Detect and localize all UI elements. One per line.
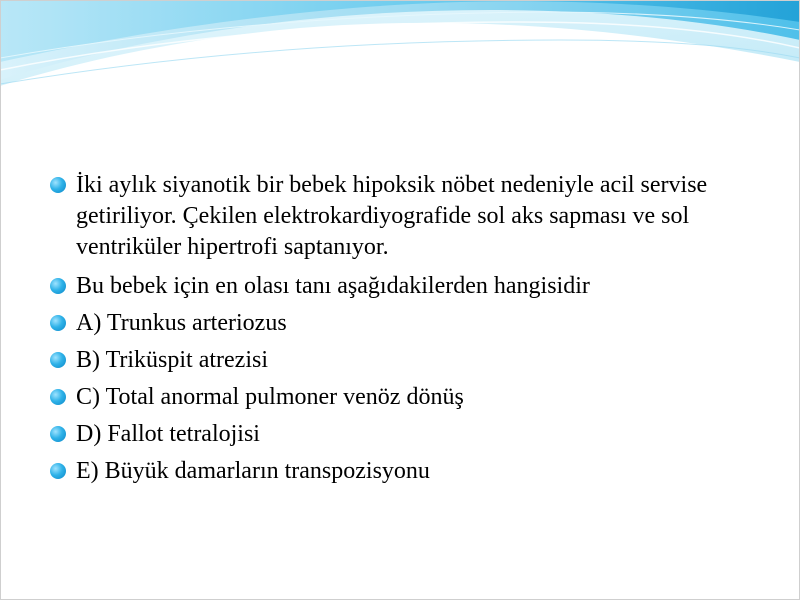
answer-option-a-text: A) Trunkus arteriozus <box>76 310 287 336</box>
answer-option-b <box>50 345 770 375</box>
answer-option-c-text: C) Total anormal pulmoner venöz dönüş <box>76 384 464 410</box>
answer-option-e-text: E) Büyük damarların transpozisyonu <box>76 458 430 484</box>
question-prompt-text: Bu bebek için en olası tanı aşağıdakilerden hangisidir <box>76 273 590 299</box>
question-prompt <box>50 271 770 301</box>
question-stem <box>50 170 770 263</box>
answer-option-b-text: B) Triküspit atrezisi <box>76 347 269 373</box>
bullet-dot-icon <box>50 463 66 479</box>
bullet-dot-icon <box>50 426 66 442</box>
bullet-dot-icon <box>50 389 66 405</box>
answer-option-e <box>50 456 770 486</box>
question-stem-text: İki aylık siyanotik bir bebek hipoksik nöbet nedeniyle acil servise getiriliyor. Çekilen elektrokardiyografide sol aks sapması ve sol ventriküler hipertrofi saptanıyor. <box>76 172 708 260</box>
answer-option-c <box>50 382 770 412</box>
bullet-dot-icon <box>50 278 66 294</box>
header-wave-decoration <box>0 0 800 110</box>
question-bullet-list <box>50 170 770 493</box>
answer-option-d-text: D) Fallot tetralojisi <box>76 421 260 447</box>
bullet-dot-icon <box>50 352 66 368</box>
answer-option-a <box>50 308 770 338</box>
bullet-dot-icon <box>50 177 66 193</box>
bullet-dot-icon <box>50 315 66 331</box>
answer-option-d <box>50 419 770 449</box>
